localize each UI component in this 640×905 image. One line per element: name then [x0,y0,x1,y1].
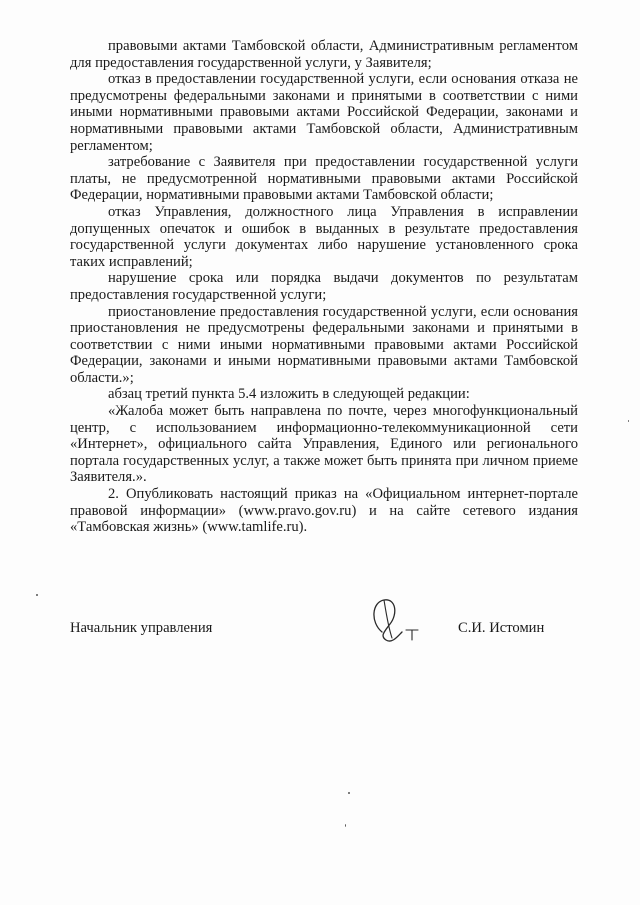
document-body [70,38,578,536]
paragraph-2: отказ в предоставлении государственной услуги, если основания отказа не предусмотрены федеральными законами и принятыми в соответствии с ними иными нормативными правовыми актами Российской Федерации, законами и нормативными правовыми актами Тамбовской области, Административным регламентом; [70,71,578,154]
paragraph-6: приостановление предоставления государственной услуги, если основания приостановления не предусмотрены федеральными законами и принятыми в соответствии с ними иными нормативными правовыми актами Российской Федерации, законами и иными нормативными правовыми актами Тамбовской области.»; [70,303,578,386]
paragraph-8: «Жалоба может быть направлена по почте, через многофункциональный центр, с использованием информационно-телекоммуникационной сети «Интернет», официального сайта Управления, Единого или регионального портала государственных услуг, а также может быть принята при личном приеме Заявителя.». [70,403,578,486]
signature-block [70,614,578,654]
paragraph-7: абзац третий пункта 5.4 изложить в следующей редакции: [108,386,470,403]
paragraph-1: правовыми актами Тамбовской области, Административным регламентом для предоставления государственной услуги, у Заявителя; [70,38,578,71]
paragraph-4: отказ Управления, должностного лица Управления в исправлении допущенных опечаток и ошибок в выданных в результате предоставления государственной услуги документах либо нарушение установленного срока таких исправлений; [70,203,578,270]
scan-speck [628,420,629,422]
scan-speck [36,594,38,596]
signatory-name: С.И. Истомин [458,620,545,636]
handwritten-signature [362,592,432,652]
paragraph-5: нарушение срока или порядка выдачи документов по результатам предоставления государственной услуги; [70,270,578,303]
paragraph-9: 2. Опубликовать настоящий приказ на «Официальном интернет-портале правовой информации» (www.pravo.gov.ru) и на сайте сетевого издания «Тамбовская жизнь» (www.tamlife.ru). [70,486,578,536]
scan-speck [348,792,350,794]
paragraph-3: затребование с Заявителя при предоставлении государственной услуги платы, не предусмотренной нормативными правовыми актами Российской Федерации, нормативными правовыми актами Тамбовской области; [70,154,578,204]
scan-speck [345,824,346,827]
signatory-title: Начальник управления [70,620,213,636]
